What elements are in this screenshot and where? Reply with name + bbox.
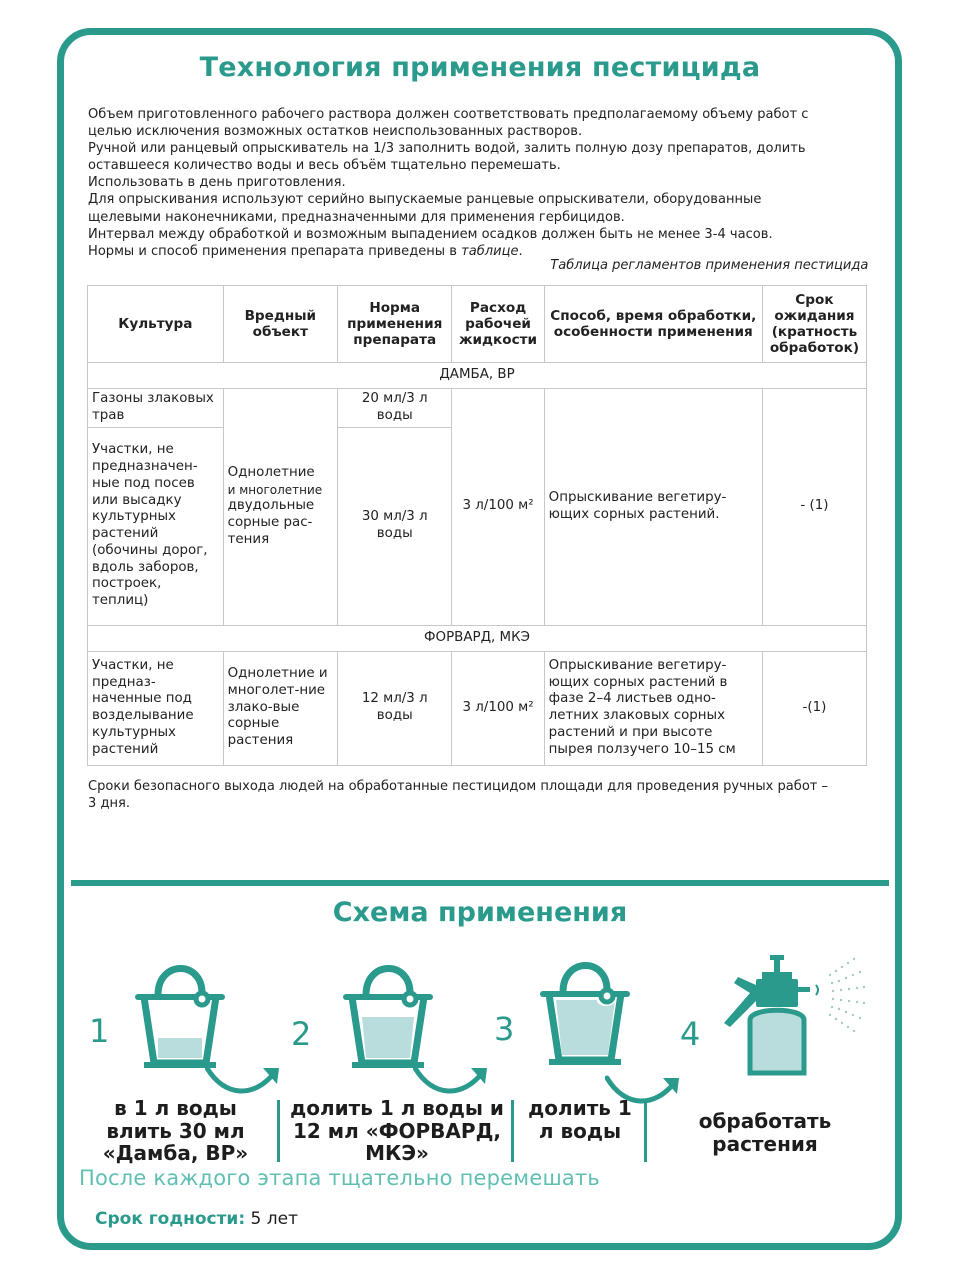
bucket-half-icon <box>338 955 438 1075</box>
cell-rate: 12 мл/3 л воды <box>338 651 452 765</box>
cell-rate: 30 мл/3 л воды <box>338 427 452 625</box>
bucket-fill <box>556 1000 615 1055</box>
cell-consumption: 3 л/100 м² <box>452 389 544 626</box>
section-divider <box>71 880 889 886</box>
step-separator <box>644 1100 647 1162</box>
regulations-table <box>87 285 867 766</box>
cell-culture: Участки, не предназначен-ные под посев или высадку культурных растений (обочины дорог, вдоль заборов, построек, теплиц) <box>88 427 224 625</box>
intro-paragraph: Интервал между обработкой и возможным выпадением осадков должен быть не менее 3-4 часов. <box>88 225 773 242</box>
cell-rate: 20 мл/3 л воды <box>338 389 452 428</box>
bucket-fill <box>362 1017 414 1058</box>
table-reference: таблице <box>461 242 519 259</box>
pest-line: Однолетние <box>227 464 315 480</box>
cell-consumption: 3 л/100 м² <box>452 651 544 765</box>
page-title: Технология применения пестицида <box>199 52 761 83</box>
cell-method: Опрыскивание вегетиру-ющих сорных растений в фазе 2–4 листьев одно-летних злаковых сорных растений и при высоте пырея ползучего 10–15 см <box>544 651 762 765</box>
column-header-culture: Культура <box>88 286 224 363</box>
table-row <box>88 651 867 765</box>
table-caption: Таблица регламентов применения пестицида <box>549 257 868 273</box>
section-title-damba: ДАМБА, ВР <box>88 363 867 389</box>
safety-note: Сроки безопасного выхода людей на обработанные пестицидом площади для проведения ручных работ – 3 дня. <box>88 778 829 812</box>
shelf-life <box>95 1209 298 1229</box>
scheme-title: Схема применения <box>332 897 628 928</box>
table-row <box>88 389 867 428</box>
spray-mist <box>829 958 865 1032</box>
intro-text-fragment: . <box>518 242 523 259</box>
step-separator <box>511 1100 514 1162</box>
table-section-row <box>88 625 867 651</box>
bucket-low-icon <box>130 955 230 1075</box>
column-header-rate: Норма применения препарата <box>338 286 452 363</box>
cell-method: Опрыскивание вегетиру-ющих сорных растений. <box>544 389 762 626</box>
cell-culture: Газоны злаковых трав <box>88 389 224 428</box>
bucket-full-icon <box>535 952 635 1072</box>
step-number-1: 1 <box>89 1012 110 1050</box>
column-header-method: Способ, время обработки, особенности применения <box>544 286 762 363</box>
sprayer-icon <box>720 945 895 1080</box>
cell-pest <box>223 389 337 626</box>
mix-note: После каждого этапа тщательно перемешать <box>79 1166 600 1190</box>
step-text-3: долить 1 л воды <box>528 1096 632 1143</box>
pest-line: и многолетние <box>227 482 323 497</box>
step-number-4: 4 <box>680 1015 701 1053</box>
shelf-life-label: Срок годности: <box>95 1209 246 1229</box>
table-header-row <box>88 286 867 363</box>
step-text-2: долить 1 л воды и 12 мл «ФОРВАРД, МКЭ» <box>290 1096 504 1165</box>
step-separator <box>277 1100 280 1162</box>
column-header-consumption: Расход рабочей жидкости <box>452 286 544 363</box>
shelf-life-value: 5 лет <box>250 1209 298 1229</box>
cell-waiting: - (1) <box>762 389 866 626</box>
cell-waiting: -(1) <box>762 651 866 765</box>
intro-text-fragment: Нормы и способ применения препарата приведены в <box>88 242 462 259</box>
column-header-waiting: Срок ожидания (кратность обработок) <box>762 286 866 363</box>
step-text-1: в 1 л воды влить 30 мл «Дамба, ВР» <box>102 1096 249 1165</box>
step-number-2: 2 <box>291 1015 312 1053</box>
pest-line: двудольные сорные рас-тения <box>227 498 315 547</box>
section-title-forvard: ФОРВАРД, МКЭ <box>88 625 867 651</box>
column-header-pest: Вредный объект <box>223 286 337 363</box>
table-section-row <box>88 363 867 389</box>
step-text-4: обработать растения <box>698 1109 832 1156</box>
intro-text <box>88 106 837 260</box>
cell-culture: Участки, не предназ-наченные под возделывание культурных растений <box>88 651 224 765</box>
cell-pest: Однолетние и многолет-ние злако-вые сорные растения <box>223 651 337 765</box>
intro-paragraph: Для опрыскивания используют серийно выпускаемые ранцевые опрыскиватели, оборудованные щелевыми наконечниками, предназначенными для применения гербицидов. <box>88 191 762 225</box>
intro-paragraph: Использовать в день приготовления. <box>88 174 346 191</box>
intro-paragraph: Ручной или ранцевый опрыскиватель на 1/3 заполнить водой, залить полную дозу препаратов, долить оставшееся количество воды и весь объём тщательно перемешать. <box>88 140 806 174</box>
step-number-3: 3 <box>494 1010 515 1048</box>
bucket-fill <box>158 1038 202 1058</box>
intro-paragraph: Объем приготовленного рабочего раствора должен соответствовать предполагаемому объему работ с целью исключения возможных остатков неиспользованных растворов. <box>88 106 809 140</box>
